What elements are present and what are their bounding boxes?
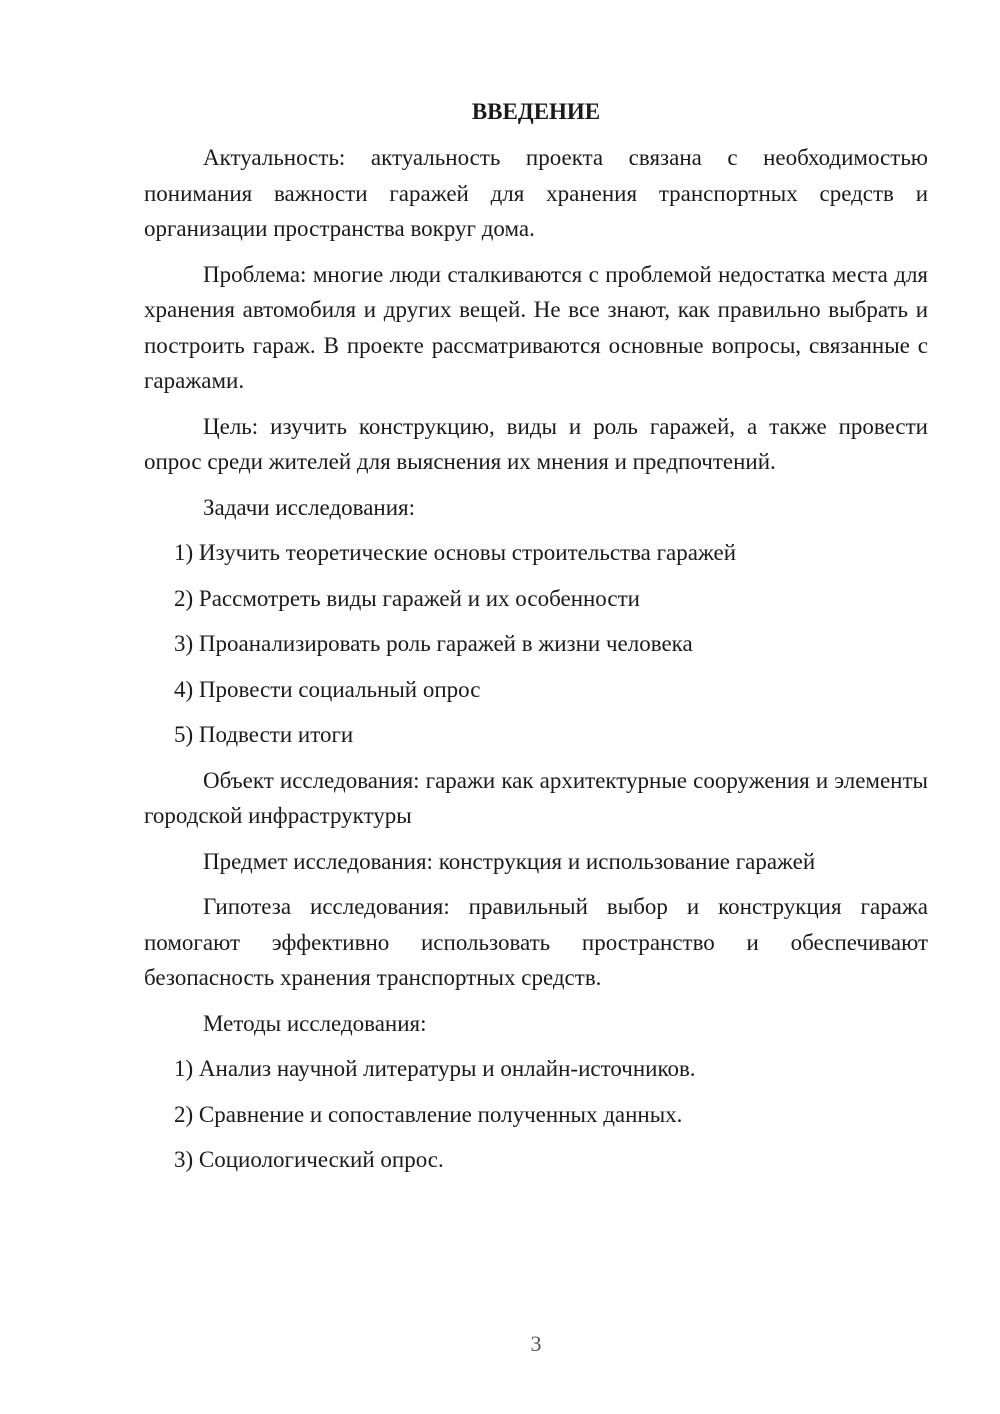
methods-heading: Методы исследования:: [203, 1010, 427, 1036]
problem-paragraph: Проблема: многие люди сталкиваются с проблемой недостатка места для хранения автомобиля и других вещей. Не все знают, как правильно выбрать и построить гараж. В проекте рассматриваются основные вопросы, связанные с гаражами.: [144, 261, 928, 393]
page-number: 3: [530, 1331, 542, 1356]
task-item: 4) Провести социальный опрос: [174, 676, 481, 702]
tasks-heading: Задачи исследования:: [203, 494, 416, 520]
section-title: ВВЕДЕНИЕ: [471, 99, 601, 124]
page-content: [144, 94, 928, 1188]
task-item: 5) Подвести итоги: [174, 722, 354, 747]
task-item: 2) Рассмотреть виды гаражей и их особенности: [174, 585, 640, 611]
hypothesis-paragraph: Гипотеза исследования: правильный выбор и конструкция гаража помогают эффективно использовать пространство и обеспечивают безопасность хранения транспортных средств.: [144, 894, 928, 990]
subject-paragraph: Предмет исследования: конструкция и использование гаражей: [203, 848, 816, 874]
method-item: 1) Анализ научной литературы и онлайн-источников.: [174, 1056, 696, 1081]
object-paragraph: Объект исследования: гаражи как архитектурные сооружения и элементы городской инфраструктуры: [144, 767, 928, 828]
task-item: 3) Проанализировать роль гаражей в жизни человека: [174, 631, 693, 656]
goal-paragraph: Цель: изучить конструкцию, виды и роль гаражей, а также провести опрос среди жителей для выяснения их мнения и предпочтений.: [144, 413, 928, 474]
task-item: 1) Изучить теоретические основы строительства гаражей: [174, 540, 737, 565]
relevance-paragraph: Актуальность: актуальность проекта связана с необходимостью понимания важности гаражей для хранения транспортных средств и организации пространства вокруг дома.: [144, 145, 928, 241]
method-item: 2) Сравнение и сопоставление полученных данных.: [174, 1101, 683, 1127]
method-item: 3) Социологический опрос.: [174, 1147, 444, 1172]
